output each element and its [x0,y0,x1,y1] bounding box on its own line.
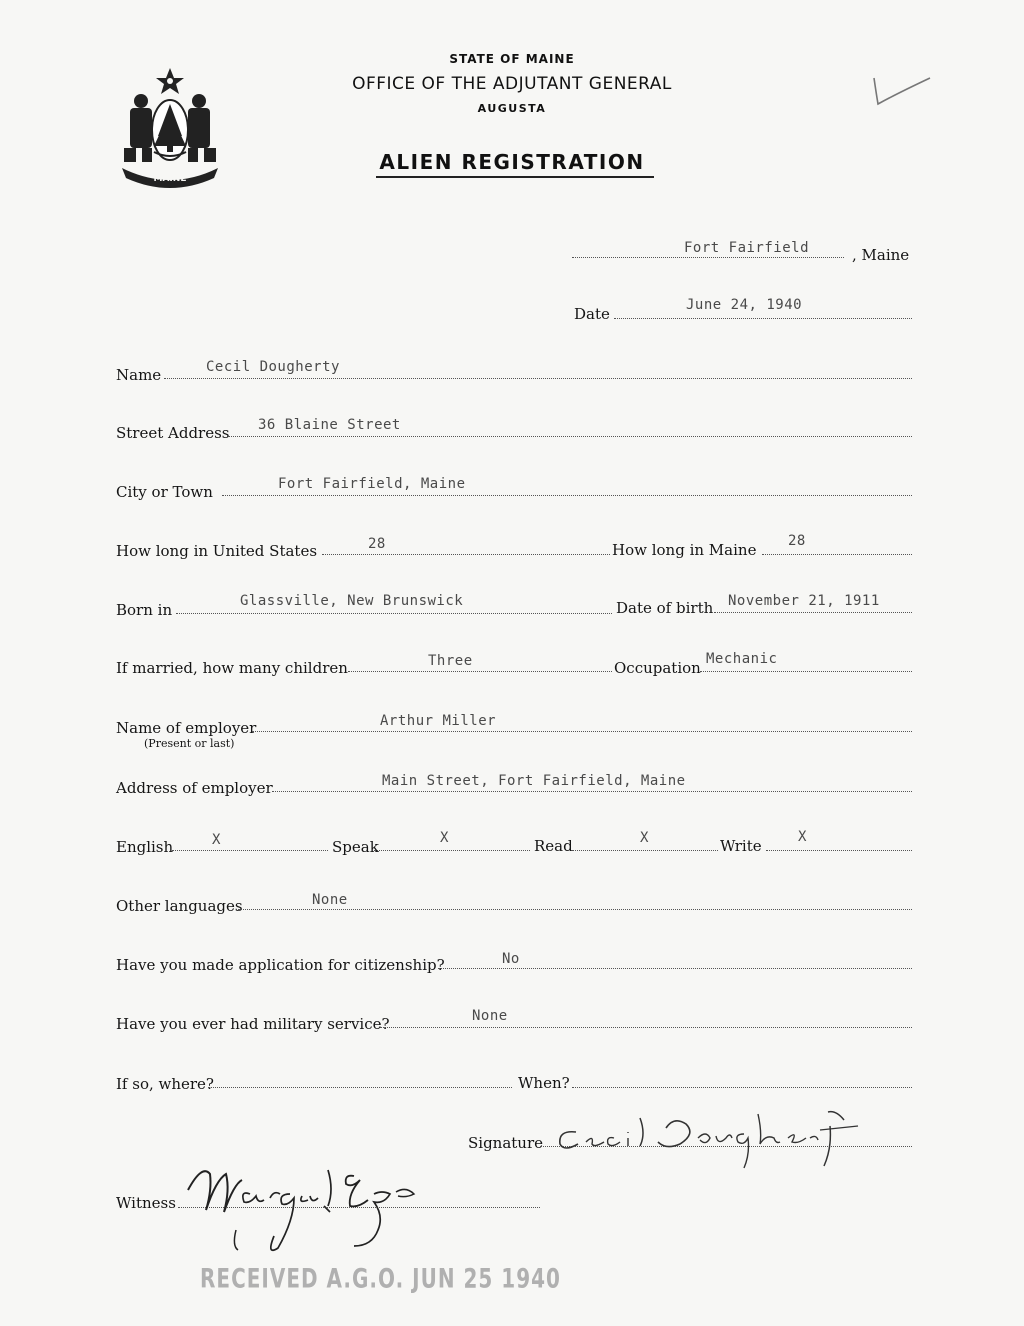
emp-addr-line [272,791,912,792]
name-value: Cecil Dougherty [206,359,340,375]
english-label: English [116,838,174,856]
children-value: Three [428,653,473,669]
header-office: OFFICE OF THE ADJUTANT GENERAL [352,74,672,94]
other-lang-value: None [312,892,348,908]
military-line [380,1027,912,1028]
occupation-value: Mechanic [706,651,778,667]
signature-image [548,1108,878,1172]
name-label: Name [116,366,162,384]
city-label: City or Town [116,483,213,501]
employer-line [252,731,912,732]
received-stamp: RECEIVED A.G.O. JUN 25 1940 [200,1262,561,1295]
write-label: Write [720,837,762,855]
us-label: How long in United States [116,542,318,560]
witness-signature-image [178,1150,438,1260]
born-line [176,613,612,614]
dob-line [714,612,912,613]
form-title: ALIEN REGISTRATION [379,150,645,174]
header-state: STATE OF MAINE [449,52,575,66]
city-value: Fort Fairfield, Maine [278,476,466,492]
place-line [572,257,844,258]
street-label: Street Address [116,424,230,442]
when-label: When? [518,1074,570,1092]
children-line [348,671,612,672]
occupation-label: Occupation [614,659,701,677]
maine-line [762,554,912,555]
read-value: X [640,830,649,846]
maine-label: How long in Maine [612,541,757,559]
date-line [614,318,912,319]
employer-label: Name of employer [116,719,257,737]
speak-label: Speak [332,838,379,856]
write-line [766,850,912,851]
read-label: Read [534,837,573,855]
speak-value: X [440,830,449,846]
street-line [228,436,912,437]
employer-sublabel: (Present or last) [144,737,235,750]
employer-value: Arthur Miller [380,713,497,729]
english-value: X [212,832,221,848]
dob-label: Date of birth [616,599,714,617]
date-label: Date [574,305,610,323]
citizenship-line [438,968,912,969]
name-line [164,378,912,379]
born-value: Glassville, New Brunswick [240,593,464,609]
maine-value: 28 [788,533,806,549]
citizenship-value: No [502,951,520,967]
us-line [322,554,610,555]
witness-label: Witness [116,1194,176,1212]
title-underline [376,176,654,178]
signature-label: Signature [468,1134,544,1152]
citizenship-label: Have you made application for citizenship? [116,956,445,974]
us-value: 28 [368,536,386,552]
svg-text:MAINE: MAINE [153,174,187,184]
place-suffix: , Maine [852,246,910,264]
emp-addr-label: Address of employer [116,779,273,797]
header-city: AUGUSTA [477,102,547,115]
where-label: If so, where? [116,1075,214,1093]
date-value: June 24, 1940 [686,297,803,313]
english-line [172,850,328,851]
born-label: Born in [116,601,173,619]
other-lang-line [238,909,912,910]
children-label: If married, how many children [116,659,348,677]
street-value: 36 Blaine Street [258,417,401,433]
speak-line [374,850,530,851]
emp-addr-value: Main Street, Fort Fairfield, Maine [382,773,686,789]
military-value: None [472,1008,508,1024]
place-value: Fort Fairfield [684,240,810,256]
other-lang-label: Other languages [116,897,243,915]
occupation-line [700,671,912,672]
when-line [572,1087,912,1088]
where-line [208,1087,512,1088]
city-line [222,495,912,496]
check-mark-icon [866,72,936,112]
dob-value: November 21, 1911 [728,593,880,609]
write-value: X [798,829,807,845]
military-label: Have you ever had military service? [116,1015,390,1033]
read-line [572,850,718,851]
